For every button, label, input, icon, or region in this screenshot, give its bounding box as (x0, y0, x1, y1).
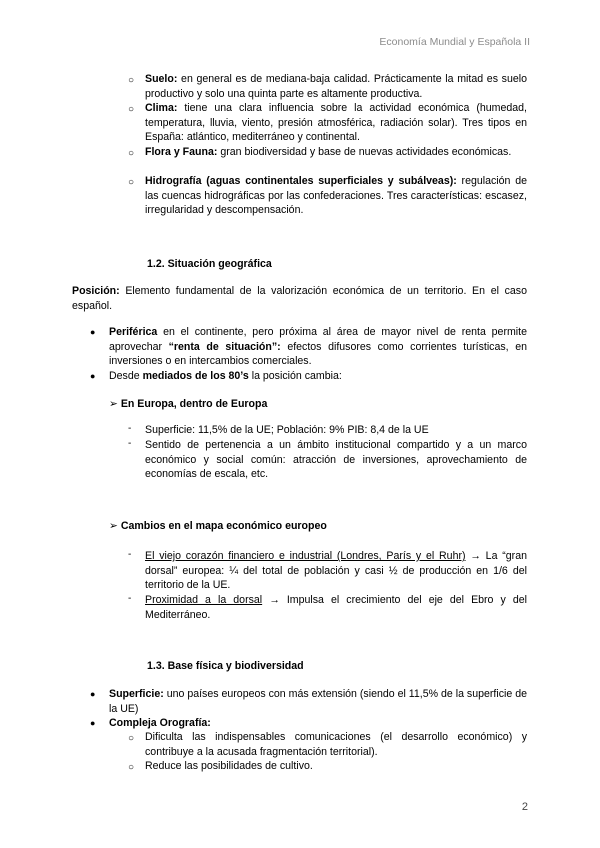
text-hidrografia: regulación de las cuencas hidrográficas por las confederaciones. Tres características: escasez, irregularidad y descompensación. (145, 175, 527, 217)
text-corazon: → La “gran dorsal” europea: ¼ del total de población y casi ½ de producción en 1/6 del territorio de la UE. (145, 550, 527, 592)
term-mediados: mediados de los 80’s (142, 370, 249, 382)
subheading-europa: ➢ En Europa, dentro de Europa (109, 398, 268, 410)
text-proximidad: → Impulsa el crecimiento del eje del Ebro y del Mediterráneo. (145, 594, 527, 621)
bullet-dash: - (128, 593, 132, 604)
section-title-1-3: 1.3. Base física y biodiversidad (147, 660, 304, 672)
list-item-dificulta: Dificulta las indispensables comunicaciones (el desarrollo económico) y contribuye a la acusada fragmentación territorial). (145, 731, 527, 758)
list-item-periferica (109, 325, 527, 369)
list-item-desde (109, 369, 527, 384)
term-hidrografia: Hidrografía (aguas continentales superficiales y subálveas): (145, 175, 457, 187)
term-posicion: Posición: (72, 285, 120, 297)
text-desde-1: Desde (109, 370, 143, 382)
list-item-pertenencia: Sentido de pertenencia a un ámbito institucional compartido y a un marco económico y social común: atracción de inversiones, aprovechamiento de economías de escala, etc. (145, 439, 527, 481)
text-superficie: uno países europeos con más extensión (siendo el 11,5% de la superficie de la UE) (109, 688, 527, 715)
text-clima: tiene una clara influencia sobre la actividad económica (humedad, temperatura, lluvia, viento, presión atmosférica, radiación solar). Tres tipos en España: atlántico, mediterráneo y continental. (145, 102, 527, 144)
term-orografia: Compleja Orografía: (109, 717, 211, 729)
text-proximidad-underlined: Proximidad a la dorsal (145, 594, 263, 606)
bullet-solid: ● (90, 327, 96, 337)
term-clima: Clima: (145, 102, 178, 114)
bullet-dash: - (128, 423, 132, 434)
bullet-hollow: ○ (128, 148, 135, 159)
text-desde-2: la posición cambia: (248, 370, 342, 382)
text-corazon-underlined: El viejo corazón financiero e industrial (Londres, París y el Ruhr) (145, 550, 466, 562)
term-renta-situacion: “renta de situación”: (168, 340, 281, 353)
list-item-orografia (109, 716, 527, 731)
page-number: 2 (521, 801, 528, 813)
list-item-corazon (145, 549, 527, 593)
bullet-hollow: ○ (128, 75, 135, 86)
list-item-reduce: Reduce las posibilidades de cultivo. (145, 760, 313, 772)
bullet-dash: - (128, 549, 132, 560)
list-item-flora (145, 145, 527, 160)
term-superficie: Superficie: (109, 688, 164, 700)
list-item-superficie-ue: Superficie: 11,5% de la UE; Población: 9% PIB: 8,4 de la UE (145, 424, 429, 436)
text-suelo: en general es de mediana-baja calidad. Prácticamente la mitad es suelo productivo y solo una quinta parte es altamente productiva. (145, 73, 527, 100)
bullet-hollow: ○ (128, 104, 135, 115)
list-item-suelo (145, 72, 527, 101)
bullet-solid: ● (90, 689, 96, 699)
term-suelo: Suelo: (145, 73, 178, 85)
term-flora: Flora y Fauna: (145, 146, 218, 158)
bullet-hollow: ○ (128, 177, 135, 188)
running-header: Economía Mundial y Española II (379, 36, 530, 48)
bullet-hollow: ○ (128, 762, 135, 773)
bullet-dash: - (128, 438, 132, 449)
list-item-proximidad (145, 593, 527, 622)
text-flora: gran biodiversidad y base de nuevas actividades económicas. (217, 146, 512, 158)
text-periferica-2: efectos difusores como corrientes turísticas, en inversiones o en intercambios comerciales. (109, 340, 527, 368)
paragraph-posicion (72, 284, 527, 313)
text-periferica-1: en el continente, pero próxima al área de mayor nivel de renta permite aprovechar (109, 326, 527, 353)
bullet-solid: ● (90, 718, 96, 728)
list-item-superficie (109, 687, 527, 716)
bullet-hollow: ○ (128, 733, 135, 744)
term-periferica: Periférica (109, 326, 158, 338)
list-item-hidrografia (145, 174, 527, 218)
list-item-clima (145, 101, 527, 145)
subheading-cambios: ➢ Cambios en el mapa económico europeo (109, 520, 327, 532)
bullet-solid: ● (90, 371, 96, 381)
section-title-1-2: 1.2. Situación geográfica (147, 258, 272, 270)
text-posicion: Elemento fundamental de la valorización económica de un territorio. En el caso español. (72, 285, 527, 312)
